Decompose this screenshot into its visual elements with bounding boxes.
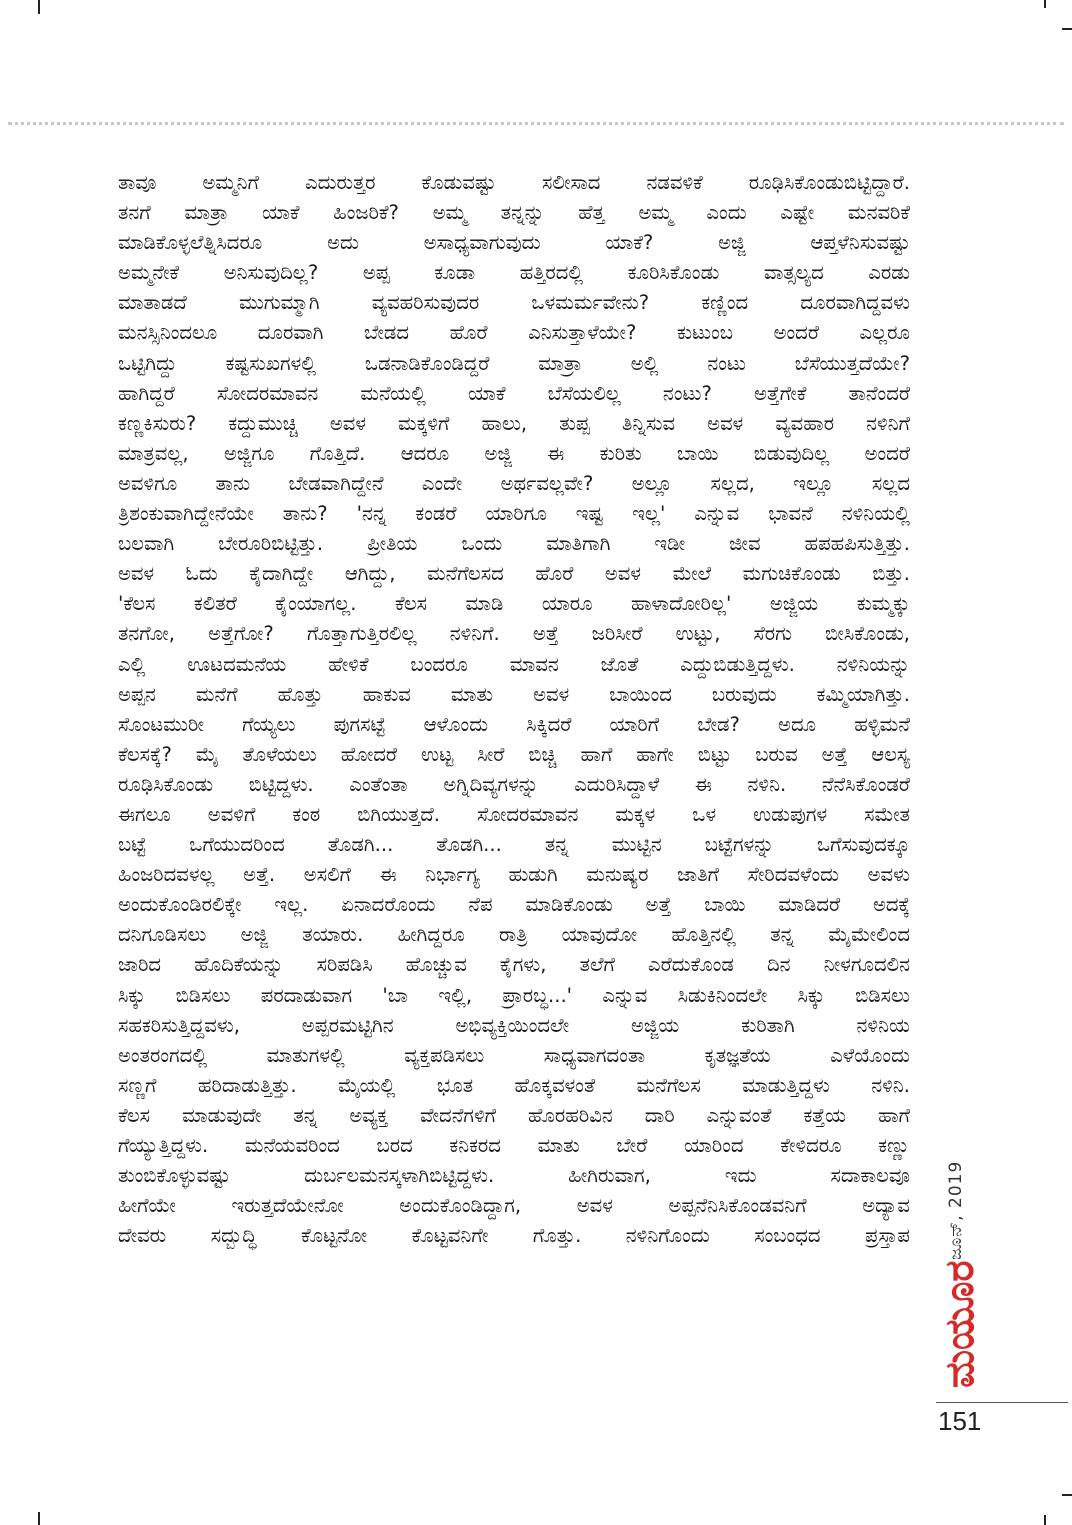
page-number: 151	[938, 1406, 982, 1436]
article-line: ಹೀಗೆಯೇ ಇರುತ್ತದೆಯೇನೋ ಅಂದುಕೊಂಡಿದ್ದಾಗ, ಅವಳ ಅಪ್ಪನೆನಿಸಿಕೊಂಡವನಿಗೆ ಅದ್ಯಾವ	[118, 1194, 910, 1218]
header-dotted-rule	[8, 122, 1064, 125]
article-line: ಈಗಲೂ ಅವಳಿಗೆ ಕಂಠ ಬಿಗಿಯುತ್ತದೆ. ಸೋದರಮಾವನ ಮಕ್ಕಳ ಒಳ ಉಡುಪುಗಳ ಸಮೇತ	[118, 802, 910, 826]
article-line: ತುಂಬಿಕೊಳ್ಳುವಷ್ಟು ದುರ್ಬಲಮನಸ್ಕಳಾಗಿಬಿಟ್ಟಿದ್ದಳು. ಹೀಗಿರುವಾಗ, ಇದು ಸದಾಕಾಲವೂ	[118, 1164, 910, 1188]
article-line: ಹಾಗಿದ್ದರೆ ಸೋದರಮಾವನ ಮನೆಯಲ್ಲಿ ಯಾಕೆ ಬೆಸೆಯಲಿಲ್ಲ ನಂಟು? ಅತ್ತೆಗೇಕೆ ತಾನೆಂದರೆ	[118, 381, 910, 405]
article-line: ಕಣ್ಣಕಿಸುರು? ಕದ್ದುಮುಚ್ಚಿ ಅವಳ ಮಕ್ಕಳಿಗೆ ಹಾಲು, ತುಪ್ಪ ತಿನ್ನಿಸುವ ಅವಳ ವ್ಯವಹಾರ ನಳಿನಿಗೆ	[118, 411, 910, 435]
article-line: ಅಮ್ಮನೇಕೆ ಅನಿಸುವುದಿಲ್ಲ? ಅಪ್ಪ ಕೂಡಾ ಹತ್ತಿರದಲ್ಲಿ ಕೂರಿಸಿಕೊಂಡು ವಾತ್ಸಲ್ಯದ ಎರಡು	[118, 261, 910, 285]
article-line: ಅಂತರಂಗದಲ್ಲಿ ಮಾತುಗಳಲ್ಲಿ ವ್ಯಕ್ತಪಡಿಸಲು ಸಾಧ್ಯವಾಗದಂತಾ ಕೃತಜ್ಞತೆಯ ಎಳೆಯೊಂದು	[118, 1043, 910, 1067]
article-line: 'ಕೆಲಸ ಕಲಿತರೆ ಕೈಂಯಾಗಲ್ಲ. ಕೆಲಸ ಮಾಡಿ ಯಾರೂ ಹಾಳಾದೋರಿಲ್ಲ' ಅಜ್ಜಿಯ ಕುಮ್ಮಕ್ಕು	[118, 592, 910, 616]
article-line: ಮಾಡಿಕೊಳ್ಳಲೆತ್ನಿಸಿದರೂ ಅದು ಅಸಾಧ್ಯವಾಗುವುದು ಯಾಕೆ? ಅಜ್ಜಿ ಆಪ್ತಳೆನಿಸುವಷ್ಟು	[118, 231, 910, 255]
article-line: ಜಾರಿದ ಹೊದಿಕೆಯನ್ನು ಸರಿಪಡಿಸಿ ಹೊಚ್ಚುವ ಕೈಗಳು, ತಲೆಗೆ ಎರೆದುಕೊಂಡ ದಿನ ನೀಳಗೂದಲಿನ	[118, 953, 910, 977]
article-line: ಎಲ್ಲಿ ಊಟದಮನೆಯ ಹೇಳಿಕೆ ಬಂದರೂ ಮಾವನ ಜೊತೆ ಎದ್ದುಬಿಡುತ್ತಿದ್ದಳು. ನಳಿನಿಯನ್ನು	[118, 652, 910, 676]
article-line: ರೂಢಿಸಿಕೊಂಡು ಬಿಟ್ಟಿದ್ದಳು. ಎಂತೆಂತಾ ಅಗ್ನಿದಿವ್ಯಗಳನ್ನು ಎದುರಿಸಿದ್ದಾಳೆ ಈ ನಳಿನಿ. ನೆನೆಸಿಕೊಂಡರೆ	[118, 772, 910, 796]
page-number-rule	[936, 1402, 1068, 1403]
crop-mark-bottom-left	[38, 1512, 40, 1525]
article-line: ಮಾತ್ರವಲ್ಲ, ಅಜ್ಜಿಗೂ ಗೊತ್ತಿದೆ. ಆದರೂ ಅಜ್ಜಿ ಈ ಕುರಿತು ಬಾಯಿ ಬಿಡುವುದಿಲ್ಲ ಅಂದರೆ	[118, 441, 910, 465]
article-line: ಕೆಲಸ ಮಾಡುವುದೇ ತನ್ನ ಅವ್ಯಕ್ತ ವೇದನೆಗಳಿಗೆ ಹೊರಹರಿವಿನ ದಾರಿ ಎನ್ನುವಂತೆ ಕತ್ತೆಯ ಹಾಗೆ	[118, 1103, 910, 1127]
article-line: ದೇವರು ಸದ್ಬುದ್ಧಿ ಕೊಟ್ಟನೋ ಕೊಟ್ಟವನಿಗೇ ಗೊತ್ತು. ನಳಿನಿಗೊಂದು ಸಂಬಂಧದ ಪ್ರಸ್ತಾಪ	[118, 1224, 910, 1248]
article-line: ಹಿಂಜರಿದವಳಲ್ಲ ಅತ್ತೆ. ಅಸಲಿಗೆ ಈ ನಿರ್ಭಾಗ್ಯ ಹುಡುಗಿ ಮನುಷ್ಯರ ಜಾತಿಗೆ ಸೇರಿದವಳೆಂದು ಅವಳು	[118, 863, 910, 887]
article-line: ಮಾತಾಡದೆ ಮುಗುಮ್ಮಾಗಿ ವ್ಯವಹರಿಸುವುದರ ಒಳಮರ್ಮವೇನು? ಕಣ್ಣಿಂದ ದೂರವಾಗಿದ್ದವಳು	[118, 291, 910, 315]
article-line: ಸಿಕ್ಕು ಬಿಡಿಸಲು ಪರದಾಡುವಾಗ 'ಬಾ ಇಲ್ಲಿ, ಪ್ರಾರಬ್ಧ...' ಎನ್ನುವ ಸಿಡುಕಿನಿಂದಲೇ ಸಿಕ್ಕು ಬಿಡಿಸಲು	[118, 983, 910, 1007]
crop-mark-right-bottom	[1062, 1494, 1072, 1496]
article-line: ಸಣ್ಣಗೆ ಹರಿದಾಡುತ್ತಿತ್ತು. ಮೈಯಲ್ಲಿ ಭೂತ ಹೊಕ್ಕವಳಂತೆ ಮನೆಗೆಲಸ ಮಾಡುತ್ತಿದ್ದಳು ನಳಿನಿ.	[118, 1073, 910, 1097]
article-line: ಮನಸ್ಸಿನಿಂದಲೂ ದೂರವಾಗಿ ಬೇಡದ ಹೊರೆ ಎನಿಸುತ್ತಾಳೆಯೇ? ಕುಟುಂಬ ಅಂದರೆ ಎಲ್ಲರೂ	[118, 321, 910, 345]
article-body	[118, 168, 910, 1251]
article-line: ಬಟ್ಟೆ ಒಗೆಯುದರಿಂದ ತೊಡಗಿ... ತೊಡಗಿ... ತನ್ನ ಮುಟ್ಟಿನ ಬಟ್ಟೆಗಳನ್ನು ಒಗೆಸುವುದಕ್ಕೂ	[118, 833, 910, 857]
crop-mark-top-left	[38, 0, 40, 14]
magazine-logo: ಮಯೂರ	[937, 1260, 983, 1388]
crop-mark-right-top	[1062, 28, 1072, 30]
article-line: ಒಟ್ಟಿಗಿದ್ದು ಕಷ್ಟಸುಖಗಳಲ್ಲಿ ಒಡನಾಡಿಕೊಂಡಿದ್ದರೆ ಮಾತ್ರಾ ಅಲ್ಲಿ ನಂಟು ಬೆಸೆಯುತ್ತದೆಯೇ?	[118, 351, 910, 375]
article-line: ಅಪ್ಪನ ಮನೆಗೆ ಹೊತ್ತು ಹಾಕುವ ಮಾತು ಅವಳ ಬಾಯಿಂದ ಬರುವುದು ಕಮ್ಮಿಯಾಗಿತ್ತು.	[118, 682, 910, 706]
article-line: ಬಲವಾಗಿ ಬೇರೂರಿಬಿಟ್ಟಿತ್ತು. ಪ್ರೀತಿಯ ಒಂದು ಮಾತಿಗಾಗಿ ಇಡೀ ಜೀವ ಹಪಹಪಿಸುತ್ತಿತ್ತು.	[118, 532, 910, 556]
article-line: ಅವಳ ಓದು ಕೈದಾಗಿದ್ದೇ ಆಗಿದ್ದು, ಮನೆಗೆಲಸದ ಹೊರೆ ಅವಳ ಮೇಲೆ ಮಗುಚಿಕೊಂಡು ಬಿತ್ತು.	[118, 562, 910, 586]
article-line: ಸಹಕರಿಸುತ್ತಿದ್ದವಳು, ಅಪ್ಪರಮಟ್ಟಿಗಿನ ಅಭಿವ್ಯಕ್ತಿಯಿಂದಲೇ ಅಜ್ಜಿಯ ಕುರಿತಾಗಿ ನಳಿನಿಯ	[118, 1013, 910, 1037]
article-line: ಕೆಲಸಕ್ಕೆ? ಮೈ ತೊಳೆಯಲು ಹೋದರೆ ಉಟ್ಟ ಸೀರೆ ಬಿಚ್ಚಿ ಹಾಗೆ ಹಾಗೇ ಬಿಟ್ಟು ಬರುವ ಅತ್ತೆ ಆಲಸ್ಯ	[118, 742, 910, 766]
article-line: ತನಗೋ, ಅತ್ತೆಗೋ? ಗೊತ್ತಾಗುತ್ತಿರಲಿಲ್ಲ ನಳಿನಿಗೆ. ಅತ್ತೆ ಜರಿಸೀರೆ ಉಟ್ಟು, ಸೆರಗು ಬೀಸಿಕೊಂಡು,	[118, 622, 910, 646]
article-line: ಅಂದುಕೊಂಡಿರಲಿಕ್ಕೇ ಇಲ್ಲ. ಏನಾದರೊಂದು ನೆಪ ಮಾಡಿಕೊಂಡು ಅತ್ತೆ ಬಾಯಿ ಮಾಡಿದರೆ ಅದಕ್ಕೆ	[118, 893, 910, 917]
article-line: ಸೊಂಟಮುರೀ ಗೆಯ್ಯಲು ಪುಗಸಟ್ಟೆ ಆಳೊಂದು ಸಿಕ್ಕಿದರೆ ಯಾರಿಗೆ ಬೇಡ? ಅದೂ ಹಳ್ಳಿಮನೆ	[118, 712, 910, 736]
article-line: ಗೆಯ್ಯುತ್ತಿದ್ದಳು. ಮನೆಯವರಿಂದ ಬರದ ಕನಿಕರದ ಮಾತು ಬೇರೆ ಯಾರಿಂದ ಕೇಳಿದರೂ ಕಣ್ಣು	[118, 1134, 910, 1157]
article-line: ಅವಳಿಗೂ ತಾನು ಬೇಡವಾಗಿದ್ದೇನೆ ಎಂದೇ ಅರ್ಥವಲ್ಲವೇ? ಅಲ್ಲೂ ಸಲ್ಲದ, ಇಲ್ಲೂ ಸಲ್ಲದ	[118, 471, 910, 495]
article-line: ತ್ರಿಶಂಕುವಾಗಿದ್ದೇನೆಯೇ ತಾನು? 'ನನ್ನ ಕಂಡರೆ ಯಾರಿಗೂ ಇಷ್ಟ ಇಲ್ಲ' ಎನ್ನುವ ಭಾವನೆ ನಳಿನಿಯಲ್ಲಿ	[118, 502, 910, 526]
article-line: ದನಿಗೂಡಿಸಲು ಅಜ್ಜಿ ತಯಾರು. ಹೀಗಿದ್ದರೂ ರಾತ್ರಿ ಯಾವುದೋ ಹೊತ್ತಿನಲ್ಲಿ ತನ್ನ ಮೈಮೇಲಿಂದ	[118, 923, 910, 947]
article-line: ತಾವೂ ಅಮ್ಮನಿಗೆ ಎದುರುತ್ತರ ಕೊಡುವಷ್ಟು ಸಲೀಸಾದ ನಡವಳಿಕೆ ರೂಢಿಸಿಕೊಂಡುಬಿಟ್ಟಿದ್ದಾರೆ.	[118, 171, 910, 194]
crop-mark-bottom-right	[1044, 1515, 1046, 1525]
article-line: ತನಗೆ ಮಾತ್ರಾ ಯಾಕೆ ಹಿಂಜರಿಕೆ? ಅಮ್ಮ ತನ್ನನ್ನು ಹೆತ್ತ ಅಮ್ಮ ಎಂದು ಎಷ್ಟೇ ಮನವರಿಕೆ	[118, 201, 910, 225]
crop-mark-top-right	[1044, 0, 1046, 8]
issue-date: ಜೂನ್, 2019	[946, 1160, 966, 1260]
